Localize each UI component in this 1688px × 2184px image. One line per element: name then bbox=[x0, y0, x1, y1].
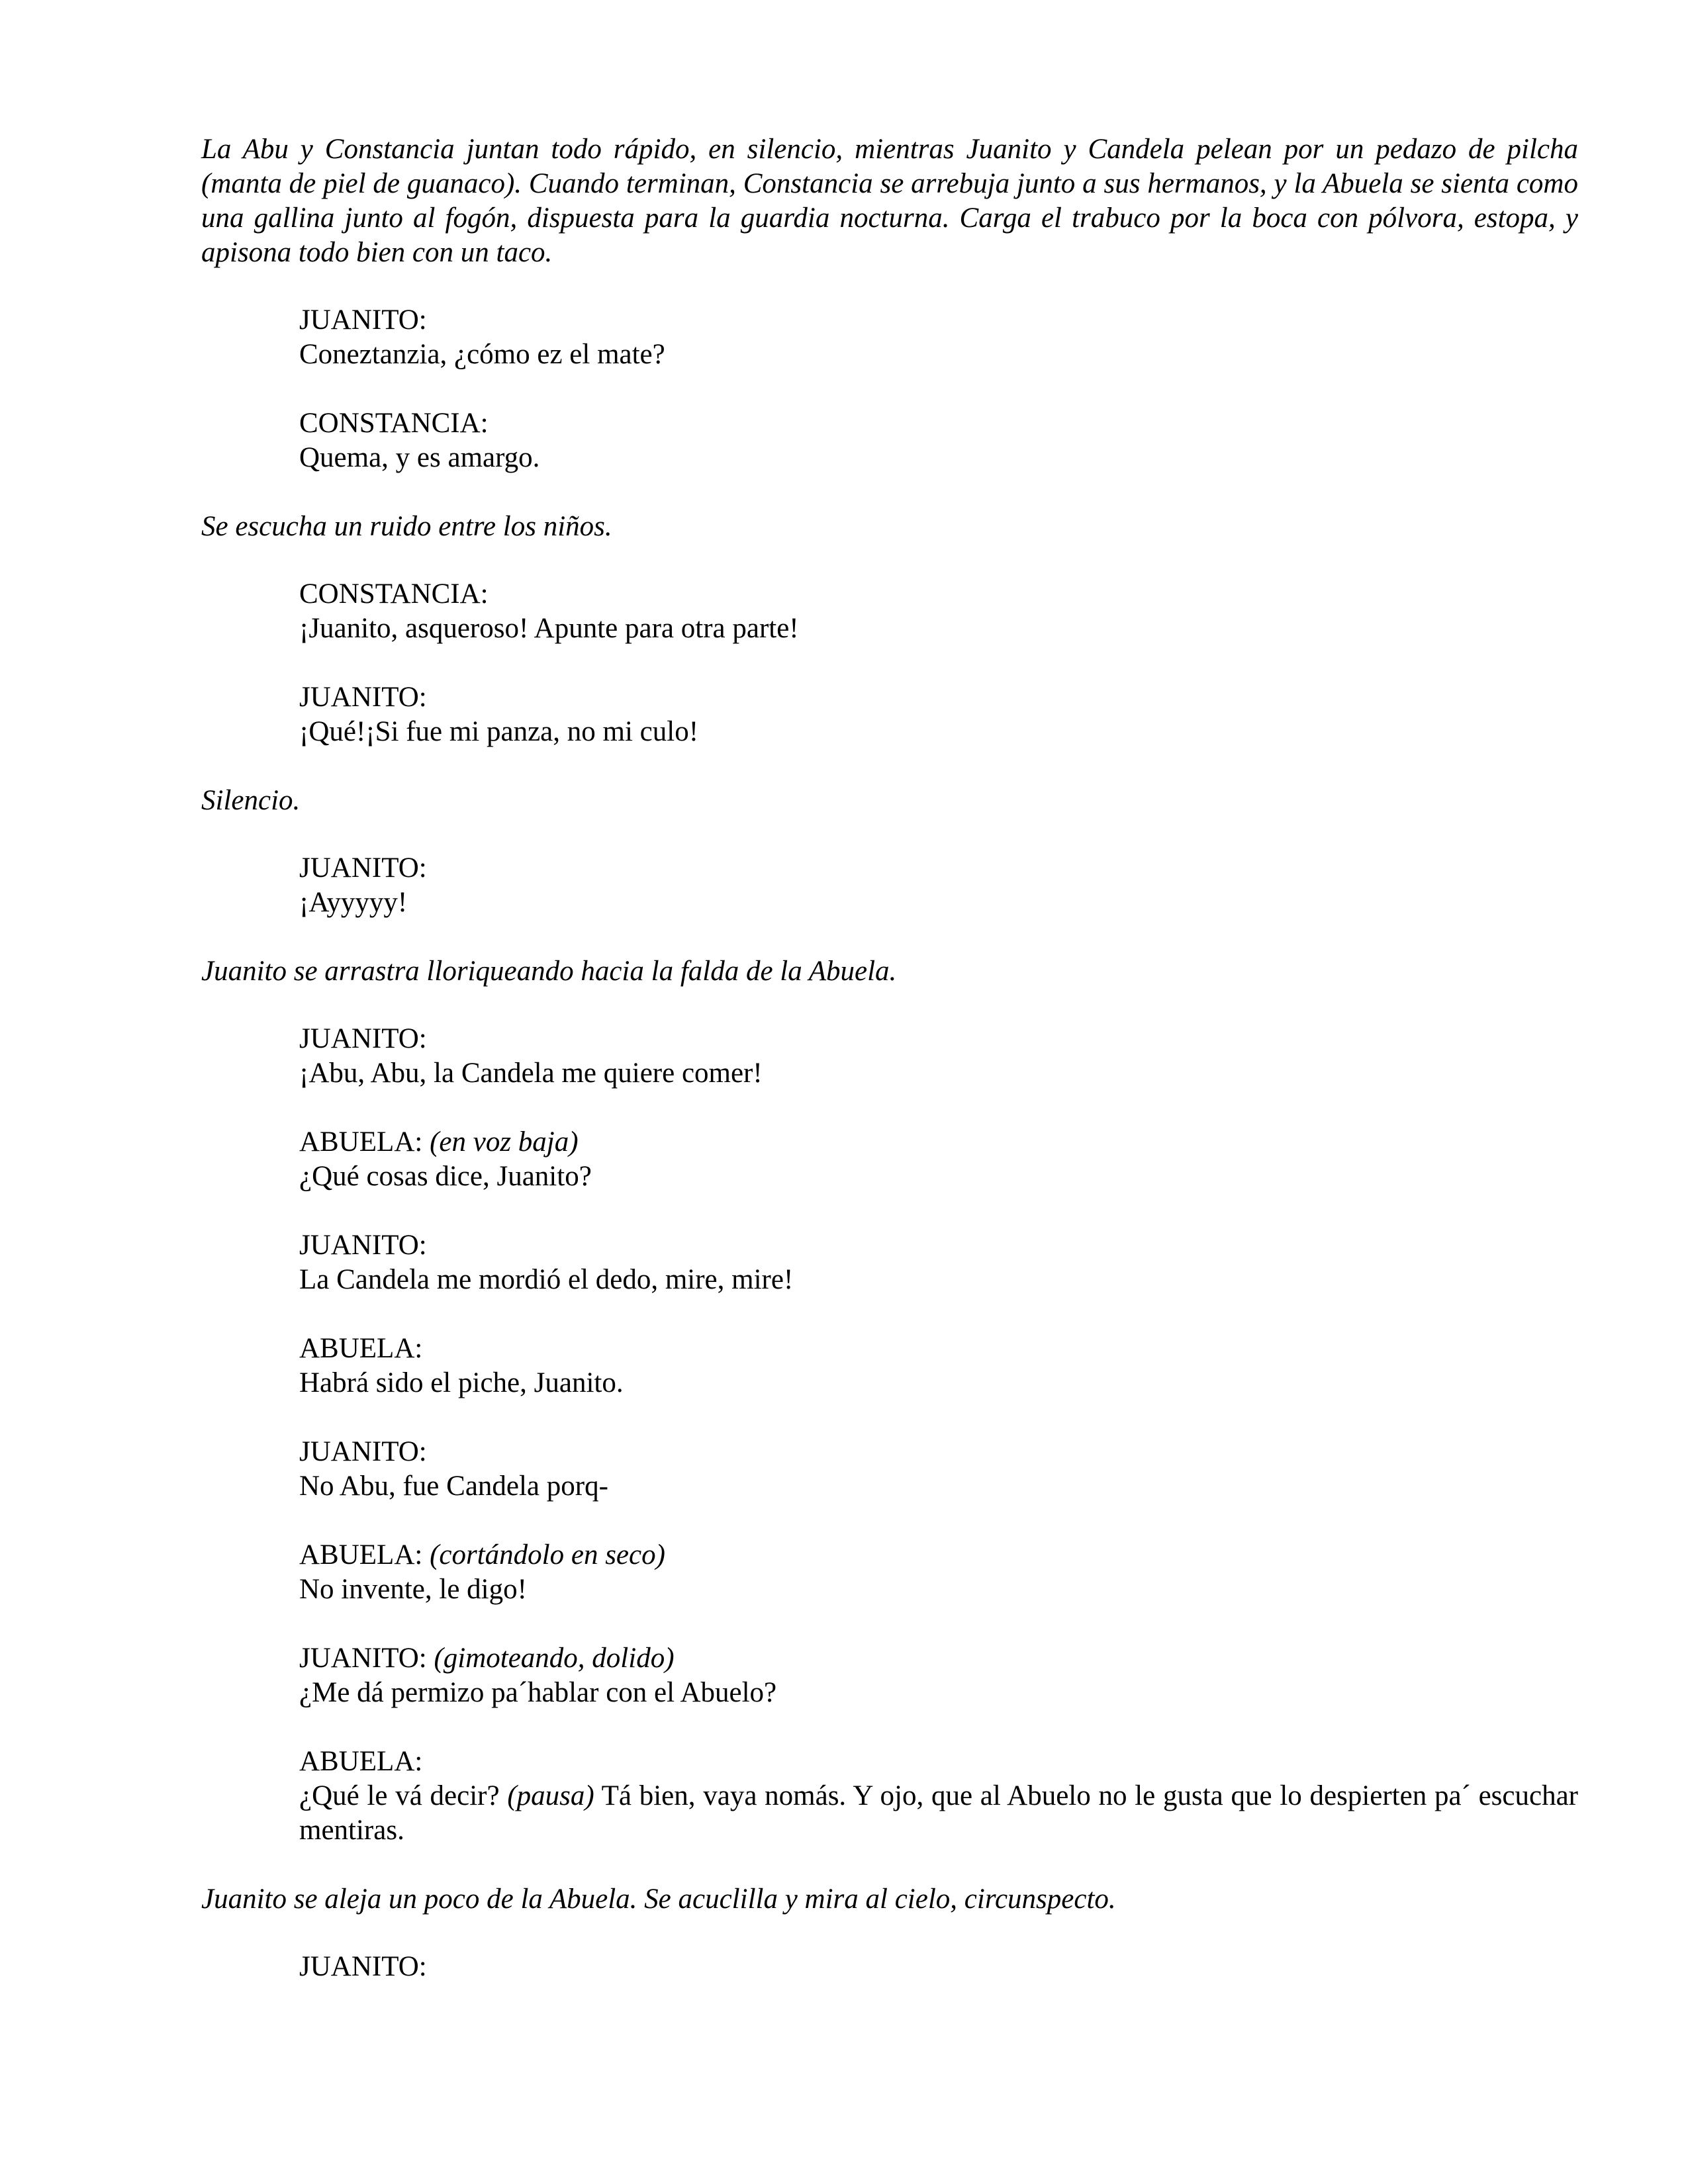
stage-direction: Juanito se aleja un poco de la Abuela. Se acuclilla y mira al cielo, circunspecto. bbox=[201, 1884, 1116, 1915]
speaker-heading bbox=[299, 1538, 1578, 1572]
script-body bbox=[201, 132, 1578, 1984]
parenthetical: (cortándolo en seco) bbox=[430, 1539, 665, 1570]
speaker-name: ABUELA: bbox=[299, 1539, 423, 1570]
dialogue-block bbox=[299, 1641, 1578, 1710]
dialogue-block bbox=[299, 1745, 1578, 1848]
dialogue-block bbox=[299, 851, 1578, 920]
dialogue-line: Quema, y es amargo. bbox=[299, 442, 540, 473]
dialogue-line: ¡Ayyyyy! bbox=[299, 887, 408, 918]
stage-direction: Se escucha un ruido entre los niños. bbox=[201, 511, 612, 542]
speaker-name: ABUELA: bbox=[299, 1126, 423, 1158]
dialogue-line: No invente, le digo! bbox=[299, 1574, 527, 1605]
dialogue-line: Coneztanzia, ¿cómo ez el mate? bbox=[299, 339, 665, 370]
speaker-heading bbox=[299, 1125, 1578, 1160]
dialogue-block bbox=[299, 303, 1578, 372]
dialogue-line bbox=[299, 1779, 1578, 1848]
speaker-name: ABUELA: bbox=[299, 1746, 423, 1777]
speaker-name: CONSTANCIA: bbox=[299, 408, 489, 439]
dialogue-block bbox=[299, 1022, 1578, 1091]
stage-direction: Juanito se arrastra lloriqueando hacia la falda de la Abuela. bbox=[201, 956, 897, 987]
dialogue-line: ¿Qué cosas dice, Juanito? bbox=[299, 1161, 592, 1192]
speaker-name: JUANITO: bbox=[299, 1230, 427, 1261]
stage-direction: La Abu y Constancia juntan todo rápido, en silencio, mientras Juanito y Candela pelean por un pedazo de pilcha (manta de piel de guanaco). Cuando terminan, Constancia se arrebuja junto a sus hermanos, y la Abuela se sienta como una gallina junto al fogón, dispuesta para la guardia nocturna. Carga el trabuco por la boca con pólvora, estopa, y apisona todo bien con un taco. bbox=[201, 134, 1578, 268]
dialogue-line: ¿Me dá permizo pa´hablar con el Abuelo? bbox=[299, 1677, 777, 1708]
speaker-name: ABUELA: bbox=[299, 1333, 423, 1364]
dialogue-block bbox=[299, 1228, 1578, 1297]
speaker-name: JUANITO: bbox=[299, 304, 427, 336]
speaker-name: JUANITO: bbox=[299, 1023, 427, 1054]
dialogue-block bbox=[299, 406, 1578, 475]
dialogue-line: Habrá sido el piche, Juanito. bbox=[299, 1367, 624, 1398]
dialogue-line: ¡Juanito, asqueroso! Apunte para otra parte! bbox=[299, 613, 799, 644]
speaker-name: JUANITO: bbox=[299, 1643, 427, 1674]
parenthetical: (gimoteando, dolido) bbox=[434, 1643, 675, 1674]
speaker-name: JUANITO: bbox=[299, 682, 427, 713]
dialogue-line: ¡Qué!¡Si fue mi panza, no mi culo! bbox=[299, 716, 699, 747]
speaker-heading bbox=[299, 1641, 1578, 1676]
parenthetical: (en voz baja) bbox=[430, 1126, 579, 1158]
dialogue-line: ¡Abu, Abu, la Candela me quiere comer! bbox=[299, 1058, 763, 1089]
dialogue-line: No Abu, fue Candela porq- bbox=[299, 1471, 608, 1502]
speaker-name: JUANITO: bbox=[299, 1951, 427, 1982]
parenthetical: (pausa) bbox=[507, 1780, 594, 1811]
stage-direction: Silencio. bbox=[201, 785, 301, 816]
dialogue-block bbox=[299, 1125, 1578, 1194]
dialogue-block bbox=[299, 577, 1578, 646]
dialogue-block bbox=[299, 1435, 1578, 1504]
dialogue-text: Tá bien, vaya nomás. Y ojo, que al Abuelo no le gusta que lo despierten pa´ escuchar mentiras. bbox=[299, 1780, 1578, 1846]
dialogue-block bbox=[299, 1538, 1578, 1607]
dialogue-block bbox=[299, 1950, 1578, 1984]
speaker-name: JUANITO: bbox=[299, 1436, 427, 1467]
dialogue-block bbox=[299, 1332, 1578, 1400]
speaker-name: JUANITO: bbox=[299, 852, 427, 884]
dialogue-text: ¿Qué le vá decir? bbox=[299, 1780, 508, 1811]
dialogue-block bbox=[299, 680, 1578, 749]
dialogue-line: La Candela me mordió el dedo, mire, mire! bbox=[299, 1264, 794, 1295]
speaker-name: CONSTANCIA: bbox=[299, 578, 489, 610]
